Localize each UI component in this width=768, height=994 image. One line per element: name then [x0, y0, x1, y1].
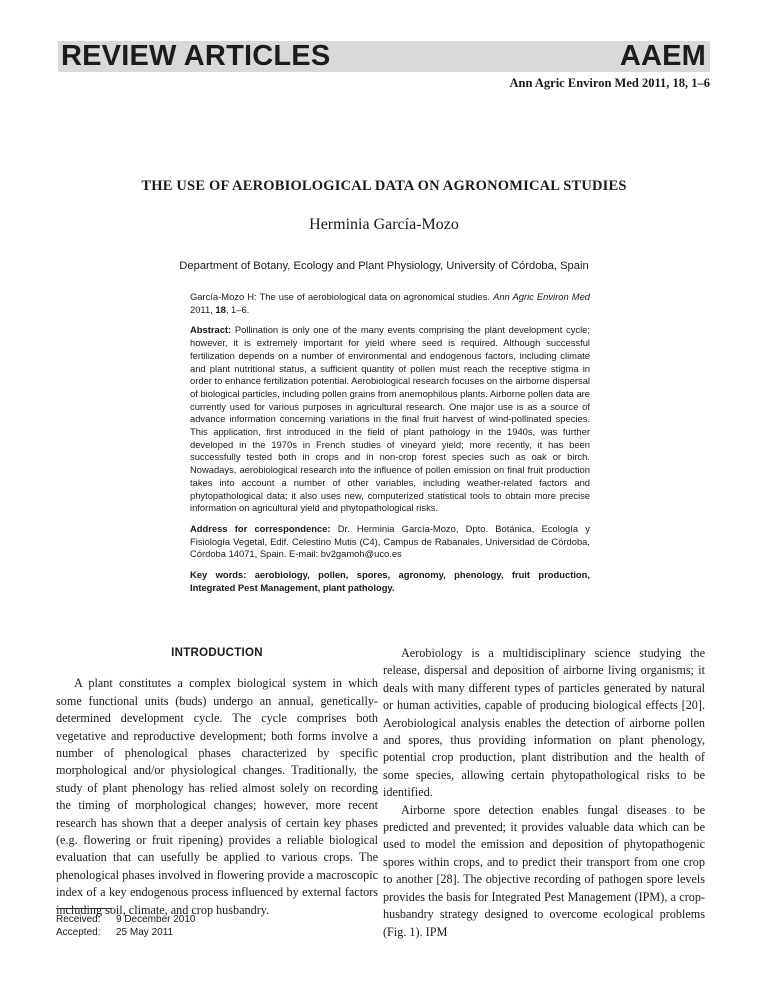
abstract-label: Abstract: — [190, 324, 232, 336]
journal-abbrev: AAEM — [619, 40, 706, 72]
correspondence — [190, 523, 590, 561]
keywords — [190, 569, 590, 594]
reference-prefix: García-Mozo H: The use of aerobiological data on agronomical studies. — [190, 291, 494, 302]
keywords-text: aerobiology, pollen, spores, agronomy, phenology, fruit production, Integrated Pest Management, plant pathology. — [190, 569, 590, 593]
left-column — [56, 645, 378, 919]
accepted-date — [56, 926, 196, 939]
received-value: 9 December 2010 — [116, 914, 196, 925]
abstract — [190, 324, 590, 515]
reference-journal: Ann Agric Environ Med — [493, 291, 591, 302]
correspondence-text: Dr. Herminia García-Mozo, Dpto. Botánica, Ecología y Fisiología Vegetal, Edif. Celestino Mutis (C4), Campus de Rabanales, Universidad de Córdoba, Córdoba 14071, Spain. E-mail: bv2gamoh@uco.es — [190, 522, 590, 560]
correspondence-label: Address for correspondence: — [190, 522, 331, 534]
right-paragraph-2: Airborne spore detection enables fungal diseases to be predicted and prevented; it provides valuable data which can be used to model the emission and deposition of phytopathogenic spores within crops, and to predict their transport from one crop to another [28]. The objective recording of pathogen spore levels provides the basis for Integrated Pest Management (IPM), a crop-husbandry strategy designed to overcome ecological problems (Fig. 1). IPM — [383, 802, 705, 939]
accepted-value: 25 May 2011 — [116, 927, 174, 938]
section-label: REVIEW ARTICLES — [61, 40, 331, 72]
right-column — [383, 645, 705, 941]
author-affiliation: Department of Botany, Ecology and Plant Physiology, University of Córdoba, Spain — [179, 260, 589, 272]
received-label: Received: — [56, 914, 101, 925]
reference-pages: , 1–6. — [225, 303, 250, 315]
article-author: Herminia García-Mozo — [309, 216, 459, 233]
article-title: THE USE OF AEROBIOLOGICAL DATA ON AGRONOMICAL STUDIES — [141, 178, 627, 194]
abstract-text: Pollination is only one of the many events comprising the plant development cycle; however, it is extremely important for yield where seed is required. Although successful fertilization depends on a number of environmental and endogenous factors, including climate and plant nutritional status, a sufficient quantity of pollen must reach the receptive stigma in order to enhance fertilization potential. Aerobiological research focuses on the airborne dispersal of biological particles, including pollen grains from anemophilous plants. Airborne pollen data are currently used for various purposes in agricultural research. One major use is as a source of advance information concerning variations in the final fruit harvest of wind-pollinated species. This application, first introduced in the field of plant pathology in the 1940s, was further developed in the 1970s in French studies of vineyard yield; more recently, it has been successfully tested both in crops and in non-crop forest species such as oak or birch. Nowadays, aerobiological research into the influence of pollen emission on final fruit production takes into account a number of other variables, including weather-related factors and phytopathological data; it also uses new, computerized statistical tools to obtain more precise information on agricultural yield and phytopathological risks. — [190, 324, 590, 514]
article-dates — [56, 913, 196, 939]
keywords-label: Key words: — [190, 569, 247, 581]
reference-volume: 18 — [215, 303, 226, 315]
received-date — [56, 913, 196, 926]
reference-line — [190, 291, 590, 316]
accepted-label: Accepted: — [56, 927, 101, 938]
introduction-paragraph-1: A plant constitutes a complex biological system in which some functional units (buds) undergo an annual, genetically-determined development cycle. The cycle comprises both vegetative and reproductive development; both forms involve a number of phenological phases characterized by specific morphological and/or physiological changes. Traditionally, the study of plant phenology has relied almost solely on recording the timing of morphological changes; however, more recent research has shown that a deeper analysis of certain key phases (e.g. flowering or fruit ripening) provides a reliable biological evaluation that can usefully be applied to various crops. The phenological phases involved in flowering provide a macroscopic index of a key endogenous process influenced by external factors including soil, climate, and crop husbandry. — [56, 676, 378, 917]
journal-citation: Ann Agric Environ Med 2011, 18, 1–6 — [509, 76, 710, 90]
abstract-block — [190, 291, 590, 602]
right-paragraph-1: Aerobiology is a multidisciplinary science studying the release, dispersal and deposition of airborne living organisms; it deals with many different types of particles generated by natural or human activities, capable of producing biological effects [20]. Aerobiological analysis enables the detection of airborne pollen and spores, thus providing information on plant phenology, potential crop production, plant distribution and the health of some species, allowing certain phytopathological risks to be identified. — [383, 646, 705, 800]
reference-year: 2011, — [190, 303, 216, 315]
header-bar — [58, 41, 710, 72]
footnote-rule — [56, 908, 112, 909]
introduction-heading: INTRODUCTION — [171, 647, 263, 659]
